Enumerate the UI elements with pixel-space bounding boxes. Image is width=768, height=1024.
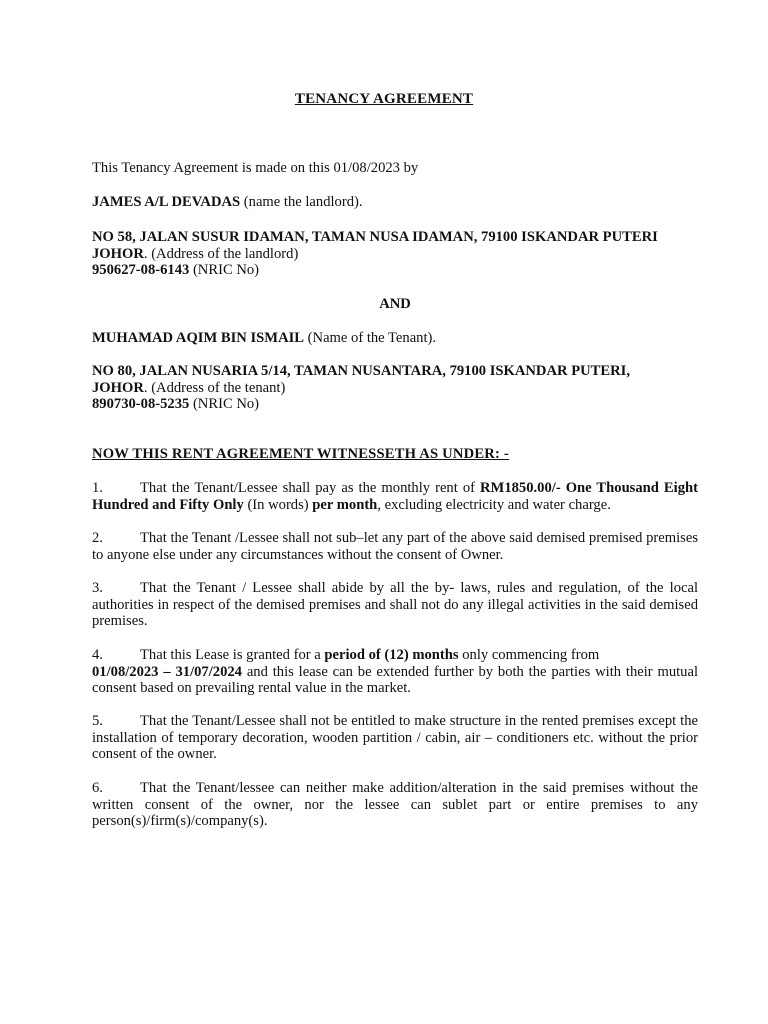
tenant-name-note: (Name of the Tenant). [304, 330, 437, 346]
intro-paragraph: This Tenancy Agreement is made on this 01/08/2023 by [92, 160, 419, 176]
clause-4: 4. That this Lease is granted for a period of (12) months only commencing from 01/08/2023 – 31/07/2024 and this lease can be extended further by both the parties with their mutual consent based on prevailing rental value in the market. [92, 647, 699, 697]
landlord-details [92, 229, 698, 279]
clause-number: 3. [92, 580, 103, 596]
clause-number: 1. [92, 480, 103, 496]
tenant-address-line2: JOHOR. (Address of the tenant) [92, 379, 286, 396]
and-separator: AND [379, 296, 411, 312]
tenant-nric: 890730-08-5235 [92, 396, 190, 413]
tenant-address-line1: NO 80, JALAN NUSARIA 5/14, TAMAN NUSANTARA, 79100 ISKANDAR PUTERI, [92, 363, 630, 379]
landlord-nric: 950627-08-6143 [92, 262, 190, 279]
clause-1: 1. That the Tenant/Lessee shall pay as the monthly rent of RM1850.00/- One Thousand Eight Hundred and Fifty Only (In words) per month, excluding electricity and water charge. [92, 480, 698, 513]
landlord-name: JAMES A/L DEVADAS [92, 194, 241, 210]
clause-number: 2. [92, 530, 103, 546]
clause-6: 6. That the Tenant/lessee can neither make addition/alteration in the said premises without the written consent of the owner, nor the lessee can sublet part or entire premises to any person(s)/firm(s)/company(s). [92, 780, 698, 830]
clause-number: 6. [92, 780, 103, 796]
clause-number: 5. [92, 713, 103, 729]
clause-2: 2. That the Tenant /Lessee shall not sub–let any part of the above said demised premised premises to anyone else under any circumstances without the consent of Owner. [92, 530, 698, 563]
document-title: TENANCY AGREEMENT [294, 91, 474, 107]
landlord-address-line1: NO 58, JALAN SUSUR IDAMAN, TAMAN NUSA IDAMAN, 79100 ISKANDAR PUTERI [92, 229, 658, 245]
tenant-name: MUHAMAD AQIM BIN ISMAIL [92, 330, 305, 346]
tenant-name-line [92, 330, 698, 347]
clause-3: 3. That the Tenant / Lessee shall abide by all the by- laws, rules and regulation, of the local authorities in respect of the demised premises and shall not do any illegal activities in the said demised premises. [92, 580, 698, 630]
section-heading: NOW THIS RENT AGREEMENT WITNESSETH AS UNDER: - [92, 446, 509, 462]
landlord-name-note: (name the landlord). [240, 194, 363, 210]
landlord-nric-line: 950627-08-6143 (NRIC No) [92, 262, 260, 279]
clause-number: 4. [92, 647, 103, 663]
landlord-address-line2: JOHOR. (Address of the landlord) [92, 245, 299, 262]
clause-5: 5. That the Tenant/Lessee shall not be entitled to make structure in the rented premises except the installation of temporary decoration, wooden partition / cabin, air – conditioners etc. without the prior consent of the owner. [92, 713, 698, 763]
tenant-nric-line: 890730-08-5235 (NRIC No) [92, 396, 260, 413]
landlord-name-line [92, 194, 698, 211]
tenant-details [92, 363, 698, 413]
